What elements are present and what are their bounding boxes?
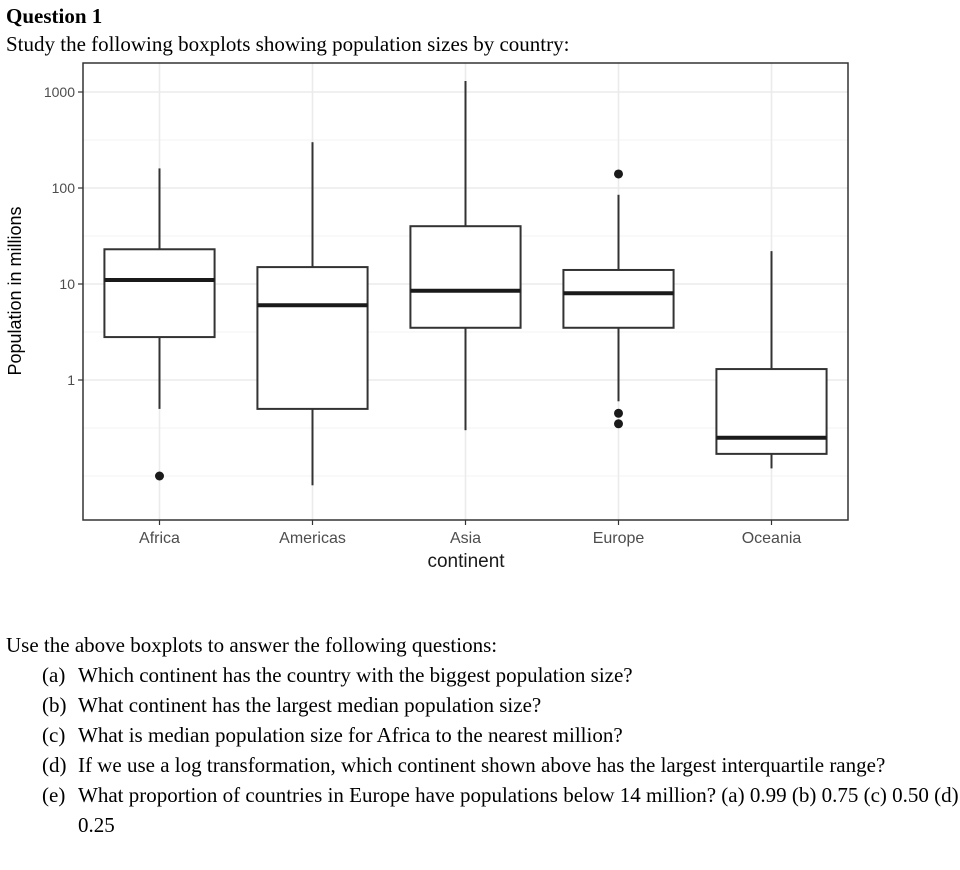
x-tick-label-africa: Africa	[139, 530, 180, 547]
oceania-box	[716, 369, 826, 454]
questions-lead: Use the above boxplots to answer the following questions:	[6, 633, 498, 657]
question-text: What is median population size for Africa to the nearest million?	[78, 723, 623, 747]
question-text: What proportion of countries in Europe have populations below 14 million? (a) 0.99 (b) 0.75 (c) 0.50 (d) 0.25	[78, 783, 959, 837]
europe-outlier-point	[614, 409, 623, 418]
x-tick-label-asia: Asia	[449, 530, 482, 547]
africa-box	[104, 249, 214, 337]
y-tick-label: 10	[59, 276, 75, 292]
question-text: Which continent has the country with the biggest population size?	[78, 663, 633, 687]
question-label: (b)	[42, 693, 67, 717]
boxplot-chart	[0, 58, 860, 578]
y-tick-label: 100	[51, 180, 75, 196]
y-tick-label: 1000	[43, 84, 75, 100]
x-axis-title: continent	[427, 551, 505, 572]
asia-box	[410, 226, 520, 328]
y-tick-label: 1	[67, 372, 75, 388]
question-item-c	[6, 720, 960, 750]
question-label: (a)	[42, 663, 66, 687]
question-text: If we use a log transformation, which continent shown above has the largest interquartile range?	[78, 753, 886, 777]
question-label: (d)	[42, 753, 67, 777]
europe-outlier-point	[614, 419, 623, 428]
x-tick-label-oceania: Oceania	[741, 530, 802, 547]
europe-box	[563, 270, 673, 328]
europe-outlier-point	[614, 169, 623, 178]
americas-box	[257, 267, 367, 409]
question-intro: Study the following boxplots showing population sizes by country:	[6, 32, 570, 56]
question-item-e	[6, 780, 960, 840]
africa-outlier-point	[155, 472, 164, 481]
question-label: (c)	[42, 723, 66, 747]
question-item-a	[6, 660, 960, 690]
y-axis-title: Population in millions	[5, 206, 25, 376]
question-label: (e)	[42, 783, 66, 807]
question-title: Question 1	[6, 4, 103, 28]
question-item-b	[6, 690, 960, 720]
x-tick-label-americas: Americas	[279, 530, 346, 547]
x-tick-label-europe: Europe	[592, 530, 645, 547]
question-list	[6, 630, 960, 840]
question-item-d	[6, 750, 960, 780]
question-text: What continent has the largest median population size?	[78, 693, 542, 717]
